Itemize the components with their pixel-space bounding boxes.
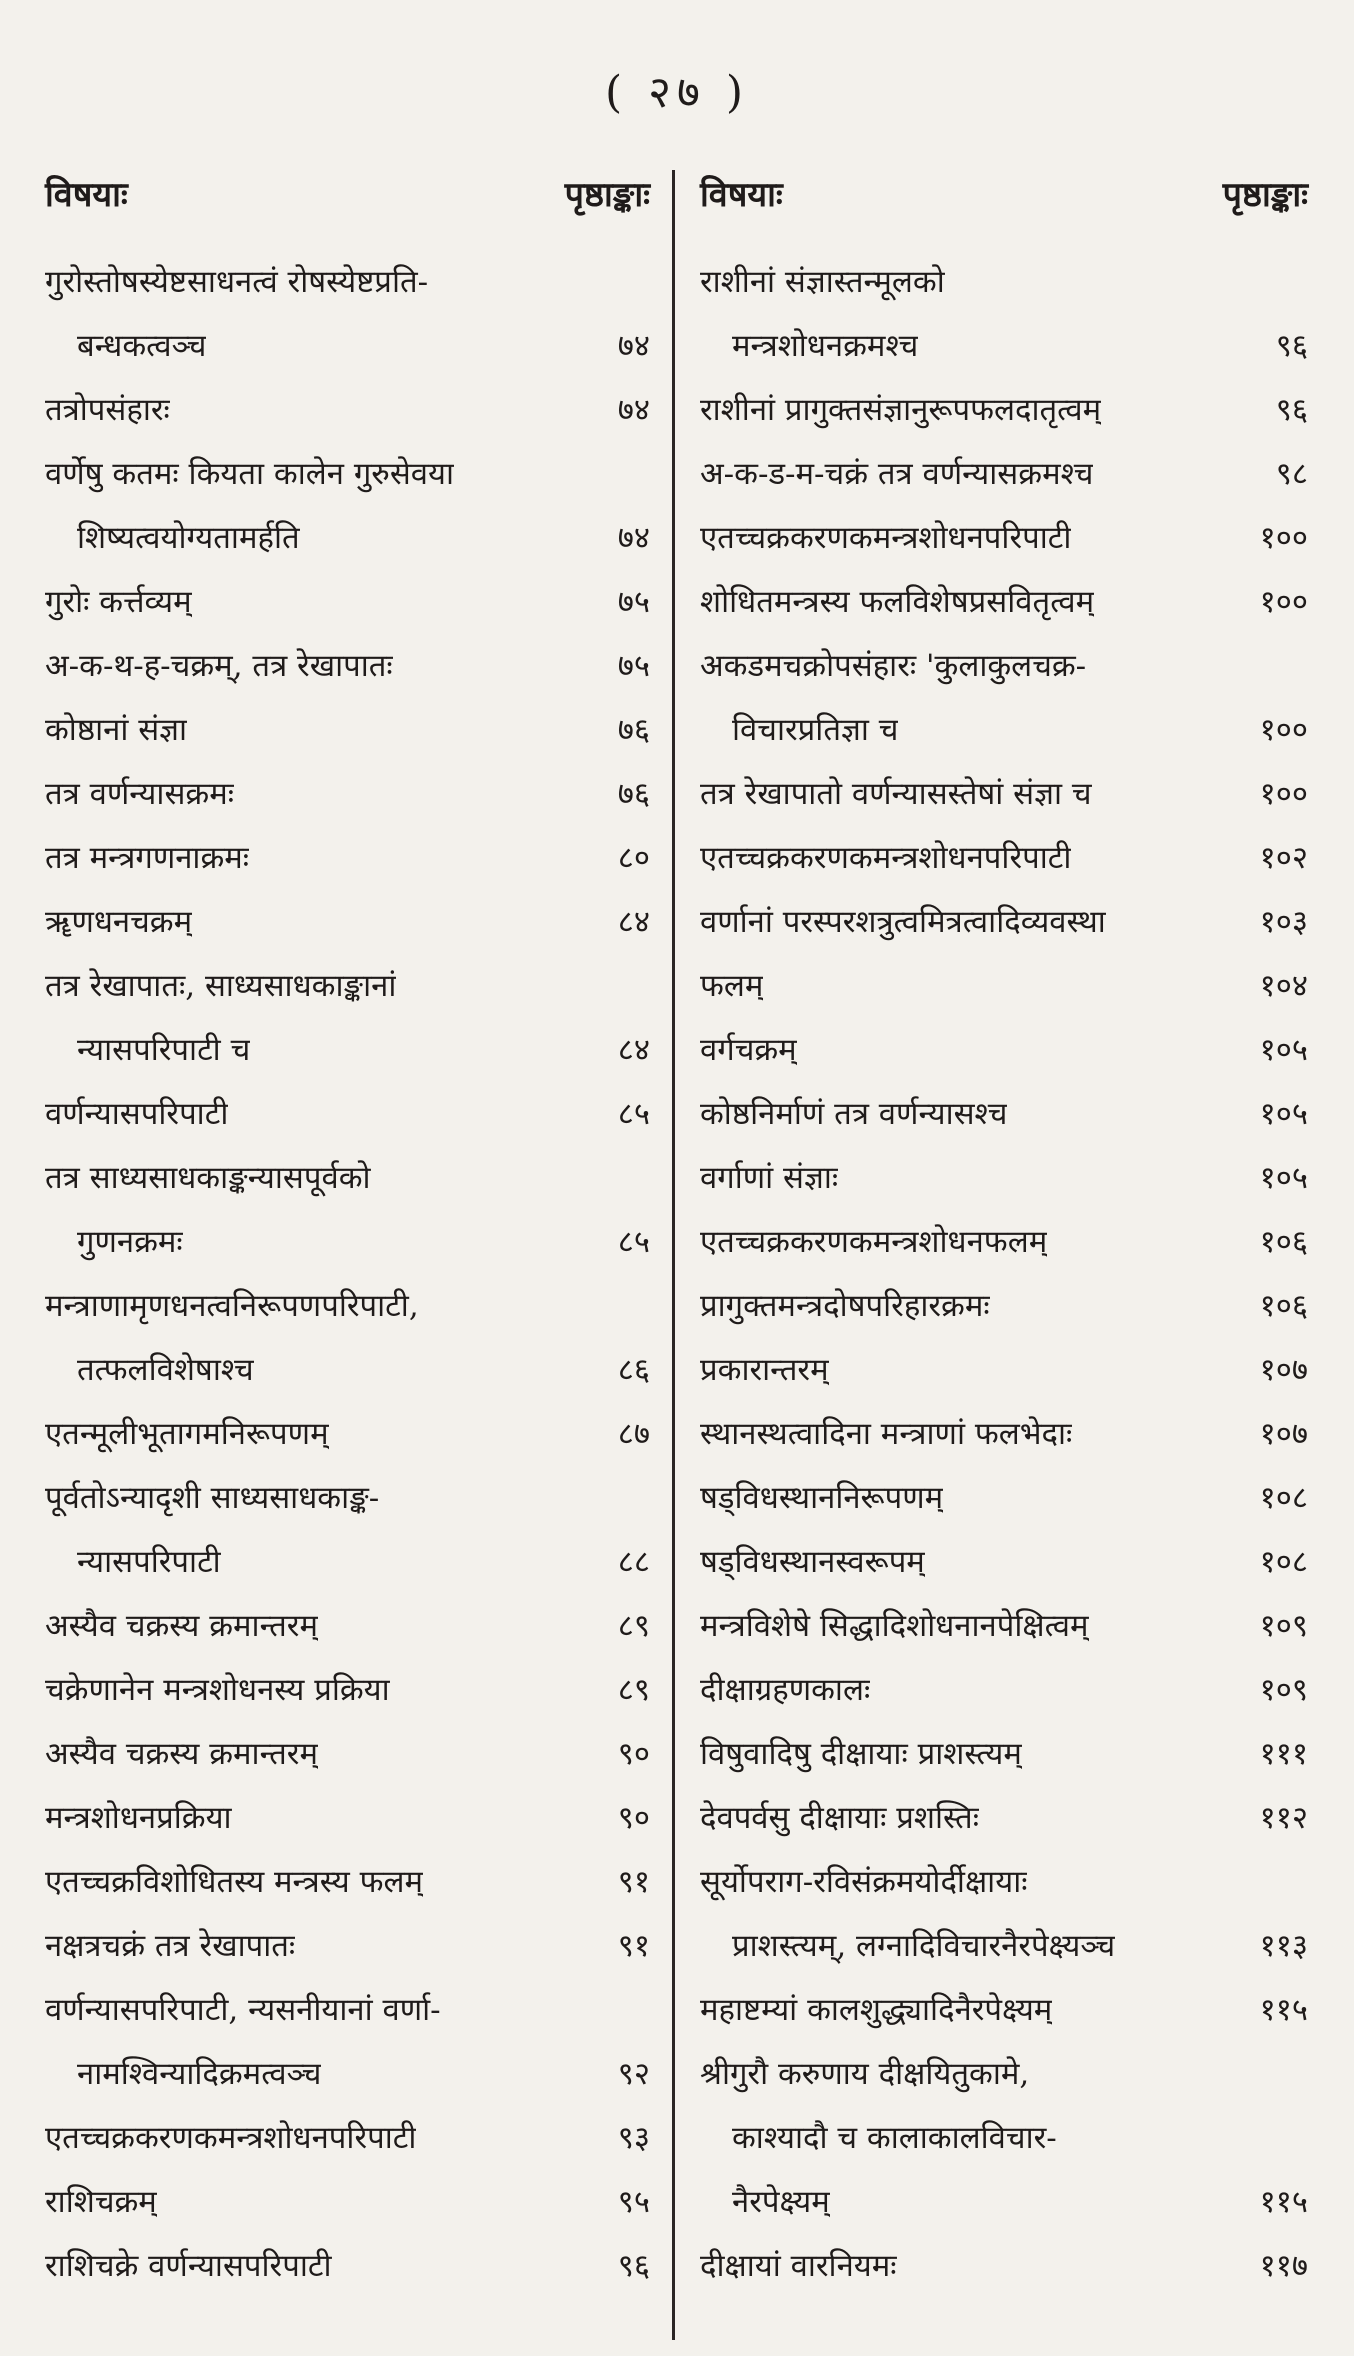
toc-entry-page: १०४ [1259, 968, 1308, 1004]
toc-entry-page: ८४ [617, 1032, 650, 1068]
toc-entry-page: १०० [1259, 584, 1308, 620]
toc-entry-title: दीक्षायां वारनियमः [700, 2248, 897, 2284]
toc-entry [700, 1530, 1308, 1594]
toc-entry-page: ९६ [617, 2248, 650, 2284]
toc-entry [700, 1658, 1308, 1722]
toc-entry [700, 1786, 1308, 1850]
toc-entry [45, 442, 650, 506]
toc-entry-page: १०७ [1259, 1352, 1308, 1388]
toc-entry-page: ८६ [617, 1352, 650, 1388]
toc-entry-page: ८७ [617, 1416, 650, 1452]
toc-entry [700, 890, 1308, 954]
toc-entry-page: ७५ [617, 648, 650, 684]
toc-entry-page: ८४ [617, 904, 650, 940]
toc-entry-page: ९१ [617, 1928, 650, 1964]
toc-entry-title: शिष्यत्वयोग्यतामर्हति [77, 520, 300, 556]
toc-entry-page: १०८ [1259, 1480, 1308, 1516]
toc-entry-title: विचारप्रतिज्ञा च [732, 712, 899, 748]
toc-entry-title: एतच्चक्रकरणकमन्त्रशोधनपरिपाटी [700, 520, 1072, 556]
toc-entry [45, 2234, 650, 2298]
subject-heading: विषयाः [700, 175, 783, 215]
toc-entry-page: ९० [617, 1736, 650, 1772]
toc-entry-page: १०० [1259, 520, 1308, 556]
toc-entry-title: तत्र रेखापातः, साध्यसाधकाङ्कानां [45, 968, 397, 1004]
toc-entry-page: १०६ [1259, 1288, 1308, 1324]
toc-entry-title: काश्यादौ च कालाकालविचार- [732, 2120, 1057, 2156]
toc-entry-title: न्यासपरिपाटी [77, 1544, 221, 1580]
toc-entry [700, 2234, 1308, 2298]
toc-entry-title: तत्र रेखापातो वर्णन्यासस्तेषां संज्ञा च [700, 776, 1092, 812]
toc-entry [700, 1850, 1308, 1914]
toc-entry-title: तत्र साध्यसाधकाङ्कन्यासपूर्वको [45, 1160, 371, 1196]
toc-entry-title: पूर्वतोऽन्यादृशी साध्यसाधकाङ्क- [45, 1480, 380, 1516]
toc-entry-title: गुणनक्रमः [77, 1224, 183, 1260]
toc-entry-title: तत्रोपसंहारः [45, 392, 170, 428]
toc-entry [45, 1018, 650, 1082]
toc-entry [700, 698, 1308, 762]
toc-entry-page: १०२ [1259, 840, 1308, 876]
toc-entry-title: एतच्चक्रकरणकमन्त्रशोधनपरिपाटी [700, 840, 1072, 876]
toc-entry [45, 1850, 650, 1914]
toc-entry-title: तत्र मन्त्रगणनाक्रमः [45, 840, 250, 876]
toc-entry-page: १०७ [1259, 1416, 1308, 1452]
toc-entry [45, 1082, 650, 1146]
toc-entry-title: गुरोस्तोषस्येष्टसाधनत्वं रोषस्येष्टप्रति- [45, 264, 429, 300]
toc-entry-title: अकडमचक्रोपसंहारः 'कुलाकुलचक्र- [700, 648, 1087, 684]
toc-entry [700, 1402, 1308, 1466]
toc-entry-page: ९३ [617, 2120, 650, 2156]
toc-entry-title: वर्गाणां संज्ञाः [700, 1160, 839, 1196]
toc-entry [45, 314, 650, 378]
toc-entry [700, 570, 1308, 634]
toc-entry-title: प्राशस्त्यम्, लग्नादिविचारनैरपेक्ष्यञ्च [732, 1928, 1116, 1964]
toc-entry-title: वर्णानां परस्परशत्रुत्वमित्रत्वादिव्यवस्था [700, 904, 1106, 940]
toc-entry-page: ९८ [1275, 456, 1308, 492]
toc-entry-title: राशिचक्रे वर्णन्यासपरिपाटी [45, 2248, 332, 2284]
toc-entry-title: वर्णन्यासपरिपाटी, न्यसनीयानां वर्णा- [45, 1992, 441, 2028]
toc-entry [700, 1594, 1308, 1658]
toc-entry-title: राशीनां प्रागुक्तसंज्ञानुरूपफलदातृत्वम् [700, 392, 1102, 428]
toc-entry-title: न्यासपरिपाटी च [77, 1032, 251, 1068]
page-heading: पृष्ठाङ्काः [564, 175, 650, 215]
toc-entry-title: स्थानस्थत्वादिना मन्त्राणां फलभेदाः [700, 1416, 1073, 1452]
toc-entry [45, 378, 650, 442]
toc-entry [700, 954, 1308, 1018]
toc-entry-title: महाष्टम्यां कालशुद्ध्यादिनैरपेक्ष्यम् [700, 1992, 1053, 2028]
toc-entry-page: १०८ [1259, 1544, 1308, 1580]
toc-entry [700, 826, 1308, 890]
toc-entry [45, 570, 650, 634]
toc-entry [700, 1210, 1308, 1274]
toc-entry-title: एतच्चक्रकरणकमन्त्रशोधनफलम् [700, 1224, 1048, 1260]
toc-entry-page: ११५ [1259, 1992, 1308, 2028]
toc-entry [700, 762, 1308, 826]
toc-entry-page: ८९ [617, 1608, 650, 1644]
toc-entry [45, 1146, 650, 1210]
toc-entry-page: ९२ [617, 2056, 650, 2092]
toc-entry [45, 1722, 650, 1786]
toc-entry-title: श्रीगुरौ करुणाय दीक्षयितुकामे, [700, 2056, 1030, 2092]
toc-entry-title: मन्त्रविशेषे सिद्धादिशोधनानपेक्षित्वम् [700, 1608, 1089, 1644]
toc-entry [45, 1338, 650, 1402]
toc-entry-page: १०६ [1259, 1224, 1308, 1260]
toc-entry-page: १०३ [1259, 904, 1308, 940]
toc-entry [45, 506, 650, 570]
toc-entry [45, 1914, 650, 1978]
toc-entry-title: देवपर्वसु दीक्षायाः प्रशस्तिः [700, 1800, 979, 1836]
toc-entry [700, 506, 1308, 570]
column-divider [672, 170, 675, 2340]
toc-entry [700, 1146, 1308, 1210]
toc-entry-page: ८९ [617, 1672, 650, 1708]
left-column-header [45, 170, 650, 230]
toc-entry-page: ८८ [617, 1544, 650, 1580]
toc-entry-page: ७५ [617, 584, 650, 620]
toc-entry-title: तत्र वर्णन्यासक्रमः [45, 776, 235, 812]
toc-entry [45, 1786, 650, 1850]
toc-entry-title: ॠणधनचक्रम् [45, 904, 193, 940]
toc-entry [45, 1402, 650, 1466]
toc-entry-title: वर्गचक्रम् [700, 1032, 797, 1068]
toc-entry-title: नैरपेक्ष्यम् [732, 2184, 830, 2220]
toc-entry-title: एतच्चक्रविशोधितस्य मन्त्रस्य फलम् [45, 1864, 424, 1900]
toc-entry-title: बन्धकत्वञ्च [77, 328, 207, 364]
left-toc-list [45, 250, 650, 2298]
toc-entry [45, 1274, 650, 1338]
toc-entry-page: ११५ [1259, 2184, 1308, 2220]
toc-entry-page: ८५ [617, 1224, 650, 1260]
toc-entry-title: तत्फलविशेषाश्च [77, 1352, 254, 1388]
toc-entry [45, 1466, 650, 1530]
toc-entry [700, 250, 1308, 314]
toc-entry-page: ७४ [617, 392, 650, 428]
toc-entry-page: ७६ [617, 712, 650, 748]
toc-entry-page: ९१ [617, 1864, 650, 1900]
toc-entry-title: गुरोः कर्त्तव्यम् [45, 584, 192, 620]
toc-entry-page: ११२ [1259, 1800, 1308, 1836]
toc-entry-title: विषुवादिषु दीक्षायाः प्राशस्त्यम् [700, 1736, 1022, 1772]
toc-entry-title: नक्षत्रचक्रं तत्र रेखापातः [45, 1928, 296, 1964]
toc-entry [45, 1210, 650, 1274]
toc-entry-page: १०५ [1259, 1160, 1308, 1196]
toc-entry-title: कोष्ठनिर्माणं तत्र वर्णन्यासश्च [700, 1096, 1008, 1132]
toc-entry-page: ८० [617, 840, 650, 876]
toc-entry-title: सूर्योपराग-रविसंक्रमयोर्दीक्षायाः [700, 1864, 1028, 1900]
toc-entry [700, 634, 1308, 698]
toc-entry-title: फलम् [700, 968, 764, 1004]
toc-entry [700, 1082, 1308, 1146]
right-toc-list [700, 250, 1308, 2298]
toc-entry [45, 890, 650, 954]
toc-entry [45, 1978, 650, 2042]
toc-entry [45, 826, 650, 890]
toc-entry-title: राशीनां संज्ञास्तन्मूलको [700, 264, 945, 300]
toc-entry-title: अ-क-ड-म-चक्रं तत्र वर्णन्यासक्रमश्च [700, 456, 1094, 492]
left-column [45, 170, 650, 2298]
toc-entry [45, 2170, 650, 2234]
toc-entry [700, 1978, 1308, 2042]
toc-entry [700, 442, 1308, 506]
toc-entry-page: १०५ [1259, 1032, 1308, 1068]
toc-entry [45, 1658, 650, 1722]
toc-entry-title: मन्त्रशोधनक्रमश्च [732, 328, 919, 364]
toc-entry-page: ८५ [617, 1096, 650, 1132]
toc-entry-page: १११ [1259, 1736, 1308, 1772]
toc-entry-title: शोधितमन्त्रस्य फलविशेषप्रसवितृत्वम् [700, 584, 1095, 620]
toc-entry-title: षड्विधस्थाननिरूपणम् [700, 1480, 944, 1516]
toc-entry-page: १०५ [1259, 1096, 1308, 1132]
toc-entry [45, 698, 650, 762]
toc-entry-page: ९५ [617, 2184, 650, 2220]
toc-entry-title: प्रकारान्तरम् [700, 1352, 829, 1388]
toc-entry-title: चक्रेणानेन मन्त्रशोधनस्य प्रक्रिया [45, 1672, 390, 1708]
toc-entry-title: अस्यैव चक्रस्य क्रमान्तरम् [45, 1608, 319, 1644]
toc-entry [700, 2042, 1308, 2106]
toc-entry-title: प्रागुक्तमन्त्रदोषपरिहारक्रमः [700, 1288, 990, 1324]
toc-entry-page: ७४ [617, 520, 650, 556]
toc-entry-title: वर्णेषु कतमः कियता कालेन गुरुसेवया [45, 456, 455, 492]
toc-entry-title: मन्त्राणामृणधनत्वनिरूपणपरिपाटी, [45, 1288, 419, 1324]
toc-entry [700, 2170, 1308, 2234]
toc-entry [700, 1722, 1308, 1786]
page-heading: पृष्ठाङ्काः [1222, 175, 1308, 215]
toc-entry-page: १०० [1259, 712, 1308, 748]
subject-heading: विषयाः [45, 175, 128, 215]
page-number: ( २७ ) [604, 67, 750, 118]
toc-entry-title: नामश्विन्यादिक्रमत्वञ्च [77, 2056, 322, 2092]
toc-entry-title: एतच्चक्रकरणकमन्त्रशोधनपरिपाटी [45, 2120, 417, 2156]
toc-entry-page: ११७ [1259, 2248, 1308, 2284]
toc-entry-title: अस्यैव चक्रस्य क्रमान्तरम् [45, 1736, 319, 1772]
toc-entry [45, 762, 650, 826]
toc-entry-page: ९० [617, 1800, 650, 1836]
toc-entry-page: १०९ [1259, 1608, 1308, 1644]
toc-entry [700, 1018, 1308, 1082]
toc-entry [45, 2106, 650, 2170]
toc-entry [45, 250, 650, 314]
toc-entry-page: १०९ [1259, 1672, 1308, 1708]
right-column-header [700, 170, 1308, 230]
toc-entry-title: वर्णन्यासपरिपाटी [45, 1096, 229, 1132]
toc-entry-title: दीक्षाग्रहणकालः [700, 1672, 871, 1708]
toc-entry-page: ७४ [617, 328, 650, 364]
toc-entry-page: ९६ [1275, 328, 1308, 364]
right-column [700, 170, 1308, 2298]
toc-entry [45, 954, 650, 1018]
toc-entry [700, 1914, 1308, 1978]
toc-entry-page: ९६ [1275, 392, 1308, 428]
toc-entry-title: कोष्ठानां संज्ञा [45, 712, 188, 748]
toc-entry [700, 378, 1308, 442]
toc-entry [700, 1274, 1308, 1338]
toc-entry-page: ७६ [617, 776, 650, 812]
toc-entry-title: अ-क-थ-ह-चक्रम्, तत्र रेखापातः [45, 648, 393, 684]
toc-entry-page: ११३ [1259, 1928, 1308, 1964]
toc-entry-title: एतन्मूलीभूतागमनिरूपणम् [45, 1416, 329, 1452]
toc-entry-title: मन्त्रशोधनप्रक्रिया [45, 1800, 232, 1836]
toc-entry [700, 1338, 1308, 1402]
toc-entry [45, 634, 650, 698]
toc-entry [700, 1466, 1308, 1530]
toc-entry-page: १०० [1259, 776, 1308, 812]
toc-entry-title: राशिचक्रम् [45, 2184, 157, 2220]
toc-entry [45, 1530, 650, 1594]
toc-entry [700, 2106, 1308, 2170]
toc-entry [45, 2042, 650, 2106]
toc-entry [700, 314, 1308, 378]
toc-entry-title: षड्विधस्थानस्वरूपम् [700, 1544, 925, 1580]
toc-entry [45, 1594, 650, 1658]
